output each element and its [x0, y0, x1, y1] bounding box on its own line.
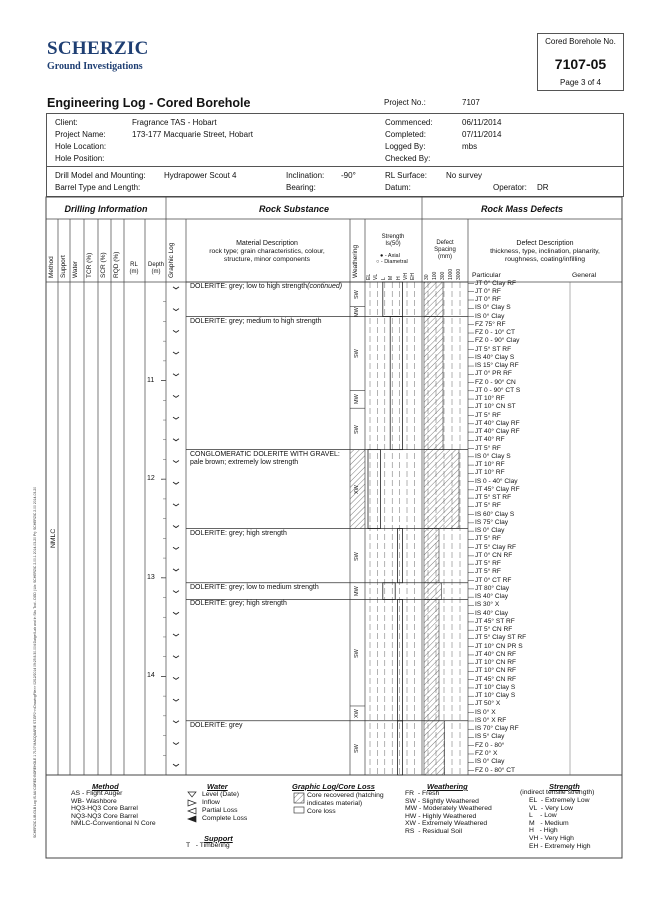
defect-27: JT 5° RF	[475, 502, 501, 510]
defect-15: JT 10° CN ST	[475, 403, 516, 411]
weathering-code-XW: XW	[354, 485, 360, 495]
strength-interval-3	[398, 529, 403, 583]
graphic-log-mark	[173, 460, 179, 462]
graphic-log-mark	[173, 764, 179, 766]
spacing-scale-1000: 1000	[448, 268, 454, 280]
legend-water-item-2: Partial Loss	[202, 807, 238, 814]
info-label-3: Hole Position:	[55, 154, 105, 163]
defect-40: IS 40° Clay	[475, 609, 509, 617]
weathering-code-MW: MW	[354, 306, 360, 317]
col-graphic-log: Graphic Log	[168, 242, 175, 278]
strength-scale-EL: EL	[366, 273, 372, 280]
graphic-log-mark	[173, 677, 179, 679]
col-method: Method	[48, 256, 55, 278]
weathering-code-SW: SW	[354, 425, 360, 434]
defect-51: JT 50° X	[475, 700, 501, 708]
defect-56: FZ 0 - 80°	[475, 741, 505, 749]
spacing-scale-30: 30	[424, 274, 430, 280]
col-rl: RL (m)	[129, 262, 139, 275]
legend-core-loss: Core loss	[307, 808, 336, 815]
defect-52: IS 0° X	[475, 708, 496, 716]
layer-desc-4: DOLERITE: grey; low to medium strength	[190, 583, 319, 591]
col-spacing-title: Defect Spacing (mm)	[434, 240, 456, 260]
legend-water-title: Water	[207, 782, 228, 791]
defect-14: JT 10° RF	[475, 395, 505, 403]
defect-30: IS 0° Clay	[475, 527, 505, 535]
legend-strength-sub: (indirect tensile strength)	[520, 789, 595, 796]
layer-desc-1: DOLERITE: grey; medium to high strength	[190, 317, 322, 325]
inclination-value: -90°	[341, 171, 356, 180]
defect-25: JT 45° Clay RF	[475, 485, 520, 493]
graphic-log-mark	[173, 352, 179, 354]
weathering-code-SW: SW	[354, 648, 360, 658]
graphic-log-mark	[173, 526, 179, 528]
borehole-number: 7107-05	[554, 56, 607, 72]
graphic-log-mark	[173, 591, 179, 593]
col-rqd: RQD (%)	[113, 251, 120, 278]
defect-45: JT 40° CN RF	[475, 650, 516, 658]
info-right-label-3: Checked By:	[385, 154, 431, 163]
rl-surface-label: RL Surface:	[385, 171, 427, 180]
weathering-code-SW: SW	[354, 744, 360, 753]
weathering-code-XW: XW	[354, 709, 360, 719]
company-tagline: Ground Investigations	[47, 61, 143, 72]
page-number: Page 3 of 4	[560, 78, 601, 87]
col-defect-title: Defect Description	[516, 240, 574, 247]
defect-58: IS 0° Clay	[475, 758, 505, 766]
defect-53: IS 0° X RF	[475, 716, 507, 724]
info-right-value-1: 07/11/2014	[462, 130, 502, 139]
graphic-log-mark	[173, 374, 179, 376]
water-level-icon	[188, 792, 196, 797]
spacing-interval-5	[424, 599, 439, 720]
spacing-scale-3000: 3000	[456, 268, 462, 280]
borehole-label: Cored Borehole No.	[545, 37, 616, 46]
strength-scale-VH: VH	[403, 273, 409, 280]
spacing-interval-1	[424, 317, 443, 450]
defect-36: JT 0° CT RF	[475, 576, 512, 584]
col-material-title: Material Description	[236, 240, 298, 247]
defect-3: IS 0° Clay S	[475, 304, 511, 312]
legend-method-text: AS - Flight Auger WB- Washbore HQ3-HQ3 Core Barrel NQ3-NQ3 Core Barrel NMLC-Conventional N Core	[71, 790, 156, 828]
defect-46: JT 10° CN RF	[475, 659, 516, 667]
defect-0: JT 0° Clay RF	[475, 279, 516, 287]
info-label-0: Client:	[55, 118, 78, 127]
defect-34: JT 5° RF	[475, 560, 501, 568]
section-drilling: Drilling Information	[64, 204, 148, 214]
col-strength-diametral: ○ - Diametral	[376, 259, 408, 265]
spacing-scale-300: 300	[440, 271, 446, 280]
col-weathering: Weathering	[352, 244, 359, 278]
depth-label-12: 12	[147, 475, 155, 483]
company-logo: SCHERZIC	[47, 38, 149, 59]
defect-8: JT 5° ST RF	[475, 345, 512, 353]
graphic-log-mark	[173, 309, 179, 311]
col-particular: Particular	[472, 272, 501, 279]
info-right-value-2: mbs	[462, 142, 478, 151]
defect-54: IS 70° Clay RF	[475, 725, 519, 733]
defect-57: FZ 0° X	[475, 749, 498, 757]
graphic-log-mark	[173, 504, 179, 506]
spacing-interval-0	[424, 282, 443, 317]
info-value-0: Fragrance TAS - Hobart	[132, 118, 217, 127]
defect-19: JT 40° RF	[475, 436, 505, 444]
col-support: Support	[60, 255, 67, 278]
drill-model-label: Drill Model and Mounting:	[55, 171, 146, 180]
legend-support-title: Support	[204, 834, 233, 843]
strength-interval-5	[398, 599, 403, 720]
defect-55: IS 5° Clay	[475, 733, 505, 741]
defect-41: JT 45° ST RF	[475, 617, 515, 625]
defect-29: IS 75° Clay	[475, 518, 509, 526]
weathering-code-SW: SW	[354, 349, 360, 359]
defect-35: JT 5° RF	[475, 568, 501, 576]
strength-scale-VL: VL	[373, 273, 380, 280]
depth-label-14: 14	[147, 672, 155, 680]
legend-method-title: Method	[92, 782, 119, 791]
graphic-log-mark	[173, 721, 179, 723]
bearing-label: Bearing:	[286, 183, 316, 192]
spacing-interval-6	[424, 721, 445, 775]
spacing-scale-100: 100	[432, 271, 438, 280]
defect-42: JT 5° CN RF	[475, 626, 513, 634]
col-tcr: TCR (%)	[86, 252, 93, 278]
legend-water-item-0: Level (Date)	[202, 791, 240, 798]
defect-4: IS 0° Clay	[475, 312, 505, 320]
defect-39: IS 30° X	[475, 601, 500, 609]
legend-strength-title: Strength	[549, 782, 580, 791]
project-number-label: Project No.:	[384, 98, 426, 107]
core-recovered-icon	[294, 793, 304, 803]
defect-59: FZ 0 - 80° CT	[475, 766, 516, 774]
layer-desc-6: DOLERITE: grey	[190, 721, 243, 729]
legend-water-item-3: Complete Loss	[202, 815, 248, 822]
defect-50: JT 10° Clay S	[475, 692, 516, 700]
graphic-log-mark	[173, 569, 179, 571]
defect-6: FZ 0 - 10° CT	[475, 329, 516, 337]
defect-17: JT 40° Clay RF	[475, 419, 520, 427]
col-general: General	[572, 272, 597, 279]
document-title: Engineering Log - Cored Borehole	[47, 96, 251, 110]
defect-49: JT 10° Clay S	[475, 683, 516, 691]
depth-label-13: 13	[147, 573, 155, 581]
method-value: NMLC	[50, 528, 57, 548]
inclination-label: Inclination:	[286, 171, 325, 180]
spacing-interval-3	[424, 529, 439, 583]
legend-support-text: T - Timbering	[186, 842, 230, 849]
graphic-log-mark	[173, 395, 179, 397]
col-strength-axial: ● - Axial	[380, 253, 400, 259]
spacing-interval-2	[424, 450, 459, 529]
operator-label: Operator:	[493, 183, 527, 192]
core-loss-icon	[294, 807, 304, 813]
graphic-log-mark	[173, 330, 179, 332]
water-inflow-icon	[188, 800, 196, 806]
info-label-1: Project Name:	[55, 130, 106, 139]
strength-scale-L: L	[380, 277, 387, 280]
graphic-log-mark	[173, 699, 179, 701]
depth-label-11: 11	[147, 376, 155, 384]
defect-37: JT 80° Clay	[475, 584, 510, 592]
legend-strength-text: EL - Extremely Low VL - Very Low L - Low M - Medium H - High VH - Very High EH - Extremely High	[529, 797, 591, 850]
rl-surface-value: No survey	[446, 171, 483, 180]
layer-continued: (continued)	[307, 283, 343, 290]
defect-38: IS 40° Clay	[475, 593, 509, 601]
defect-44: JT 10° CN PR S	[475, 642, 523, 650]
col-scr: SCR (%)	[100, 252, 107, 278]
project-number-value: 7107	[462, 98, 480, 107]
legend-graphic-title: Graphic Log/Core Loss	[292, 782, 375, 791]
defect-7: FZ 0 - 90° Clay	[475, 337, 520, 345]
strength-scale-EH: EH	[410, 273, 417, 280]
water-partial-loss-icon	[188, 808, 196, 814]
legend-weathering-text: FR - Fresh SW - Slightly Weathered MW - Moderately Weathered HW - Highly Weathered XW - Extremely Weathered RS - Residual Soil	[405, 790, 492, 835]
defect-43: JT 5° Clay ST RF	[475, 634, 527, 642]
defect-12: FZ 0 - 90° CN	[475, 378, 516, 386]
legend-core-recovered: Core recovered (hatching indicates material)	[307, 792, 384, 807]
graphic-log-mark	[173, 439, 179, 441]
side-footer-text: SCHERZIC LIB.GLB Log IS AU CORED BOREHOLE 1 7107 MACQUARIE ST.GPJ <<DrawingFile>> 02/12/2014 09:25 8.30.004 Datgel Lab and In Situ Tool - DGD | Lib: SCHERZIC 2.00.1 2014-03-20 Prj: SCHERZIC 2.00 2014-03-20	[33, 486, 37, 838]
defect-18: JT 40° Clay RF	[475, 428, 520, 436]
defect-47: JT 10° CN RF	[475, 667, 516, 675]
weathering-code-MW: MW	[354, 394, 360, 405]
info-label-2: Hole Location:	[55, 142, 107, 151]
defect-48: JT 45° CN RF	[475, 675, 516, 683]
graphic-log-mark	[173, 742, 179, 744]
defect-31: JT 5° RF	[475, 535, 501, 543]
defect-5: FZ 75° RF	[475, 320, 506, 328]
spacing-interval-4	[424, 583, 441, 600]
section-rock-mass-defects: Rock Mass Defects	[480, 204, 564, 214]
layer-desc-0: DOLERITE: grey; low to high strength(continued)	[190, 283, 343, 290]
defect-10: IS 15° Clay RF	[475, 362, 519, 370]
operator-value: DR	[537, 183, 549, 192]
defect-21: IS 0° Clay S	[475, 452, 511, 460]
col-water: Water	[72, 260, 79, 278]
col-defect-sub: thickness, type, inclination, planarity, roughness, coating/infilling	[490, 248, 600, 263]
defect-33: JT 0° CN RF	[475, 551, 513, 559]
legend-water-item-1: Inflow	[202, 799, 220, 806]
strength-interval-6	[398, 721, 403, 775]
graphic-log-mark	[173, 482, 179, 484]
col-strength-title: Strength Is(50)	[381, 234, 405, 247]
defect-11: JT 0° PR RF	[475, 370, 512, 378]
info-value-1: 173-177 Macquarie Street, Hobart	[132, 130, 253, 139]
info-right-label-2: Logged By:	[385, 142, 426, 151]
info-right-value-0: 06/11/2014	[462, 118, 502, 127]
defect-20: JT 5° RF	[475, 444, 501, 452]
layer-desc-5: DOLERITE: grey; high strength	[190, 600, 287, 608]
defect-22: JT 10° RF	[475, 461, 505, 469]
defect-9: IS 40° Clay S	[475, 353, 515, 361]
weathering-code-SW: SW	[354, 551, 360, 561]
graphic-log-mark	[173, 547, 179, 549]
defect-28: IS 60° Clay S	[475, 510, 515, 518]
weathering-code-MW: MW	[354, 586, 360, 597]
defect-32: JT 5° Clay RF	[475, 543, 516, 551]
defect-23: JT 10° RF	[475, 469, 505, 477]
defect-13: JT 0 - 90° CT S	[475, 386, 521, 394]
graphic-log-mark	[173, 656, 179, 658]
graphic-log-mark	[173, 287, 179, 289]
layer-desc-3: DOLERITE: grey; high strength	[190, 529, 287, 537]
defect-2: JT 0° RF	[475, 296, 501, 303]
defect-16: JT 5° RF	[475, 411, 501, 419]
col-depth: Depth (m)	[147, 262, 164, 275]
strength-scale-M: M	[388, 275, 395, 280]
barrel-label: Barrel Type and Length:	[55, 183, 141, 192]
water-complete-loss-icon	[188, 816, 196, 822]
graphic-log-mark	[173, 634, 179, 636]
info-right-label-0: Commenced:	[385, 118, 433, 127]
layer-desc-2: CONGLOMERATIC DOLERITE WITH GRAVEL: pale brown; extremely low strength	[190, 450, 340, 466]
defect-24: IS 0 - 40° Clay	[475, 477, 518, 485]
legend-weathering-title: Weathering	[427, 782, 468, 791]
section-rock-substance: Rock Substance	[258, 204, 330, 214]
defect-1: JT 0° RF	[475, 287, 501, 295]
info-right-label-1: Completed:	[385, 130, 426, 139]
col-material-sub: rock type; grain characteristics, colour, structure, minor components	[209, 248, 325, 263]
weathering-code-SW: SW	[354, 290, 360, 300]
table-border	[46, 197, 622, 858]
defect-26: JT 5° ST RF	[475, 494, 512, 502]
graphic-log-mark	[173, 612, 179, 614]
datum-label: Datum:	[385, 183, 411, 192]
graphic-log-mark	[173, 417, 179, 419]
strength-scale-H: H	[395, 276, 402, 280]
drill-model-value: Hydrapower Scout 4	[164, 171, 237, 180]
